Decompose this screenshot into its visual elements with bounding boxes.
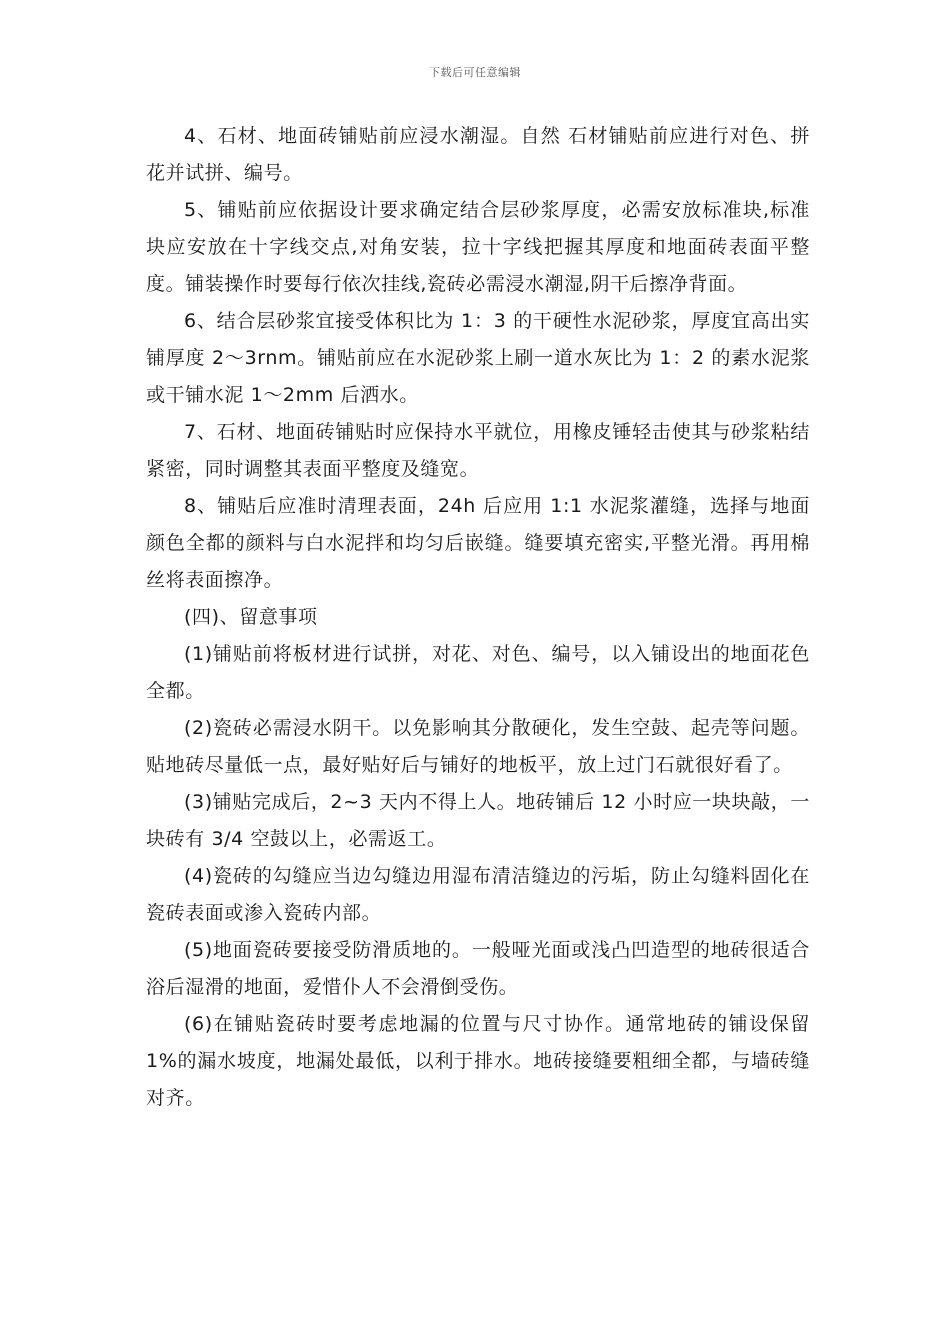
- page-header: 下载后可任意编辑: [429, 66, 521, 79]
- note-item-1: (1)铺贴前将板材进行试拼，对花、对色、编号，以入铺设出的地面花色全都。: [146, 643, 810, 702]
- paragraph-7: 7、石材、地面砖铺贴时应保持水平就位，用橡皮锤轻击使其与砂浆粘结紧密，同时调整其表面平整度及缝宽。: [146, 421, 810, 480]
- note-item-4: (4)瓷砖的勾缝应当边勾缝边用湿布清洁缝边的污垢，防止勾缝料固化在瓷砖表面或渗入瓷砖内部。: [146, 865, 810, 924]
- paragraph-8: 8、铺贴后应准时清理表面，24h 后应用 1:1 水泥浆灌缝，选择与地面颜色全都的颜料与白水泥拌和均匀后嵌缝。缝要填充密实,平整光滑。再用棉丝将表面擦净。: [146, 495, 810, 591]
- paragraph-4: 4、石材、地面砖铺贴前应浸水潮湿。自然 石材铺贴前应进行对色、拼花并试拼、编号。: [146, 125, 810, 184]
- paragraph-5: 5、铺贴前应依据设计要求确定结合层砂浆厚度，必需安放标准块,标准块应安放在十字线交点,对角安装，拉十字线把握其厚度和地面砖表面平整度。铺装操作时要每行依次挂线,瓷砖必需浸水潮湿,阴干后擦净背面。: [146, 199, 810, 295]
- note-item-2: (2)瓷砖必需浸水阴干。以免影响其分散硬化，发生空鼓、起壳等问题。贴地砖尽量低一点，最好贴好后与铺好的地板平，放上过门石就很好看了。: [146, 717, 810, 776]
- section-heading-notes: (四)、留意事项: [184, 606, 318, 628]
- note-item-3: (3)铺贴完成后，2~3 天内不得上人。地砖铺后 12 小时应一块块敲，一块砖有 3/4 空鼓以上，必需返工。: [146, 791, 810, 850]
- document-body: [146, 118, 810, 1117]
- note-item-6: (6)在铺贴瓷砖时要考虑地漏的位置与尺寸协作。通常地砖的铺设保留 1%的漏水坡度，地漏处最低，以利于排水。地砖接缝要粗细全都，与墙砖缝对齐。: [146, 1013, 810, 1109]
- paragraph-6: 6、结合层砂浆宜接受体积比为 1：3 的干硬性水泥砂浆，厚度宜高出实铺厚度 2～3rnm。铺贴前应在水泥砂浆上刷一道水灰比为 1：2 的素水泥浆或干铺水泥 1～2mm 后洒水。: [146, 310, 810, 406]
- note-item-5: (5)地面瓷砖要接受防滑质地的。一般哑光面或浅凸凹造型的地砖很适合浴后湿滑的地面，爱惜仆人不会滑倒受伤。: [146, 939, 810, 998]
